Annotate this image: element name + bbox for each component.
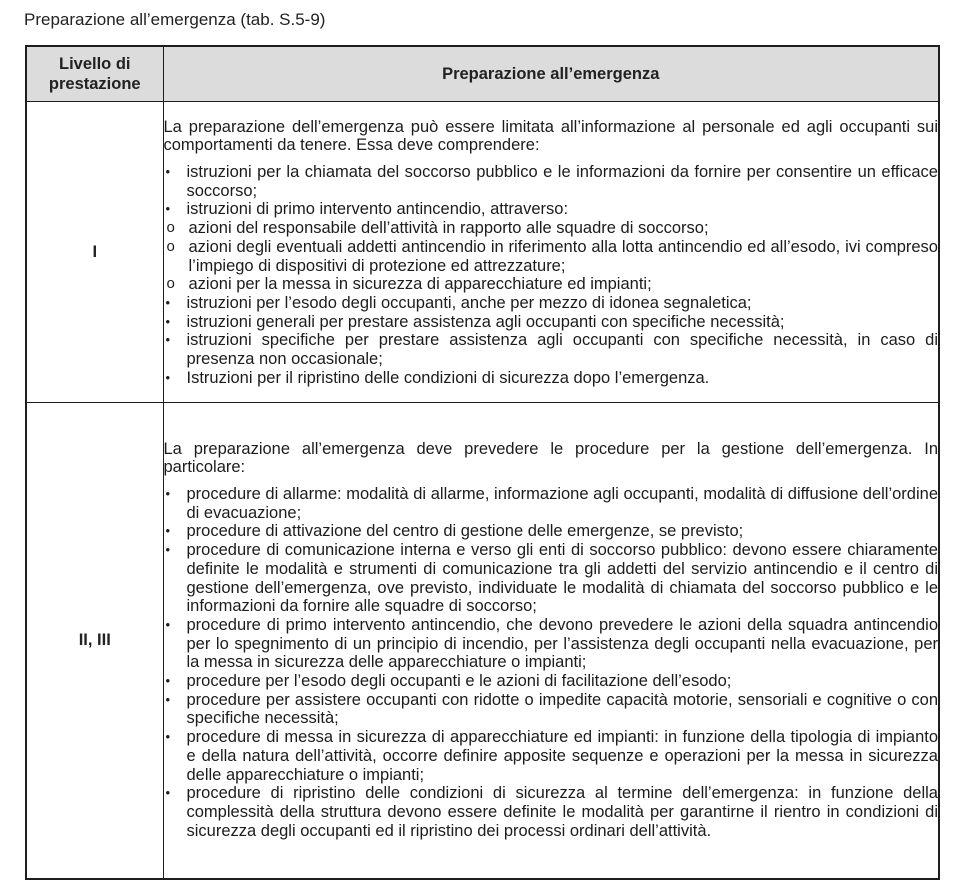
list-item-text: istruzioni specifiche per prestare assistenza agli occupanti con specifiche necessità, in caso di presenza non occasionale;	[186, 331, 938, 369]
list-item	[164, 784, 939, 840]
list-item-text: procedure per assistere occupanti con ridotte o impedite capacità motorie, sensoriali e cognitive o con specifiche necessità;	[186, 690, 938, 728]
bullet-icon: •	[165, 729, 171, 745]
list-item	[164, 728, 939, 784]
list-item	[164, 541, 939, 616]
sub-list-item-text: azioni per la messa in sicurezza di apparecchiature ed impianti;	[188, 275, 652, 294]
list-item	[164, 616, 939, 672]
list-item	[164, 163, 939, 200]
list-item	[164, 672, 939, 691]
header-performance-level	[26, 46, 163, 102]
header-emergency-preparedness	[163, 46, 939, 102]
sub-list-item	[164, 275, 939, 294]
row-intro-text: La preparazione all’emergenza deve prevedere le procedure per la gestione dell’emergenza. In particolare:	[163, 439, 938, 477]
list-item	[164, 200, 939, 294]
bullet-icon: •	[165, 673, 171, 689]
list-item-text: procedure di allarme: modalità di allarme, informazione agli occupanti, modalità di diffusione dell’ordine di evacuazione;	[186, 485, 938, 522]
circle-bullet-icon: o	[166, 219, 175, 237]
sub-list-item-text: azioni degli eventuali addetti antincendio in riferimento alla lotta antincendio ed all’esodo, ivi compreso l’impiego di dispositivi di protezione ed attrezzature;	[188, 237, 938, 275]
list-item-text: istruzioni di primo intervento antincendio, attraverso:	[186, 200, 569, 219]
list-item-text: Istruzioni per il ripristino delle condizioni di sicurezza dopo l’emergenza.	[186, 368, 710, 387]
bullet-icon: •	[165, 313, 171, 329]
list-item	[164, 691, 939, 728]
level-cell	[26, 403, 163, 880]
circle-bullet-icon: o	[166, 237, 175, 255]
bullet-icon: •	[165, 332, 171, 348]
sub-list-item-text: azioni del responsabile dell’attività in rapporto alle squadre di soccorso;	[188, 219, 709, 238]
emergency-preparedness-table	[25, 45, 940, 880]
sub-list	[164, 219, 939, 294]
list-item-text: istruzioni generali per prestare assistenza agli occupanti con specifiche necessità;	[186, 312, 785, 331]
sub-list-item	[164, 238, 939, 275]
list-item-text: procedure di primo intervento antincendio, che devono prevedere le azioni della squadra antincendio per lo spegnimento di un principio di incendio, per l’assistenza degli occupanti nella evacuazione, per la messa in sicurezza delle apparecchiature o impianti;	[186, 615, 938, 672]
table-row-level-2-3	[26, 403, 939, 880]
list-item	[164, 294, 939, 313]
list-item-text: procedure per l’esodo degli occupanti e le azioni di facilitazione dell’esodo;	[186, 672, 732, 691]
list-item-text: procedure di ripristino delle condizioni di sicurezza al termine dell’emergenza: in funzione della complessità della struttura devono essere definite le modalità per garantirne il rientro in condizioni di sicurezza degli occupanti ed il ripristino dei processi ordinari dell’attività.	[186, 784, 938, 840]
table-row-level-1	[26, 102, 939, 403]
list-item-text: istruzioni per la chiamata del soccorso pubblico e le informazioni da fornire per consentire un efficace soccorso;	[186, 162, 938, 200]
row-intro-text: La preparazione dell’emergenza può essere limitata all’informazione al personale ed agli occupanti sui comportamenti da tenere. Essa deve comprendere:	[163, 117, 938, 155]
bullet-icon: •	[165, 294, 171, 310]
list-item	[164, 522, 939, 541]
header-emergency-preparedness-text: Preparazione all’emergenza	[442, 65, 660, 83]
bullet-icon: •	[165, 486, 171, 502]
bullet-icon: •	[165, 785, 171, 801]
list-item	[164, 331, 939, 368]
bullet-icon: •	[165, 616, 171, 632]
bullet-icon: •	[165, 201, 171, 217]
circle-bullet-icon: o	[166, 275, 175, 293]
list-item-text: istruzioni per l’esodo degli occupanti, anche per mezzo di idonea segnaletica;	[186, 293, 752, 312]
sub-list-item	[164, 219, 939, 238]
level-cell	[26, 102, 163, 403]
list-item-text: procedure di attivazione del centro di gestione delle emergenze, se previsto;	[186, 522, 744, 541]
table-caption: Preparazione all’emergenza (tab. S.5-9)	[24, 10, 326, 29]
content-cell	[163, 102, 939, 403]
content-cell	[163, 403, 939, 880]
requirements-list	[164, 163, 939, 387]
level-value: II, III	[78, 631, 111, 649]
level-value: I	[92, 242, 98, 261]
list-item	[164, 485, 939, 522]
list-item	[164, 369, 939, 388]
list-item	[164, 313, 939, 332]
bullet-icon: •	[165, 523, 171, 539]
table-header-row	[26, 46, 939, 102]
header-performance-level-text: Livello di prestazione	[48, 55, 141, 93]
list-item-text: procedure di comunicazione interna e verso gli enti di soccorso pubblico: devono essere chiaramente definite le modalità e strumenti di comunicazione tra gli addetti del servizio antincendio e il centro di gestione dell’emergenza, ove previsto, individuate le modalità di chiamata del soccorso pubblico e le informazioni da fornire alle squadre di soccorso;	[186, 541, 938, 616]
bullet-icon: •	[165, 369, 171, 385]
bullet-icon: •	[165, 691, 171, 707]
bullet-icon: •	[165, 542, 171, 558]
procedures-list	[164, 485, 939, 840]
list-item-text: procedure di messa in sicurezza di apparecchiature ed impianti: in funzione della tipologia di impianto e della natura dell’attività, occorre definire apposite sequenze e operazioni per la messa in sicurezza delle apparecchiature o impianti;	[186, 728, 938, 784]
bullet-icon: •	[165, 163, 171, 179]
